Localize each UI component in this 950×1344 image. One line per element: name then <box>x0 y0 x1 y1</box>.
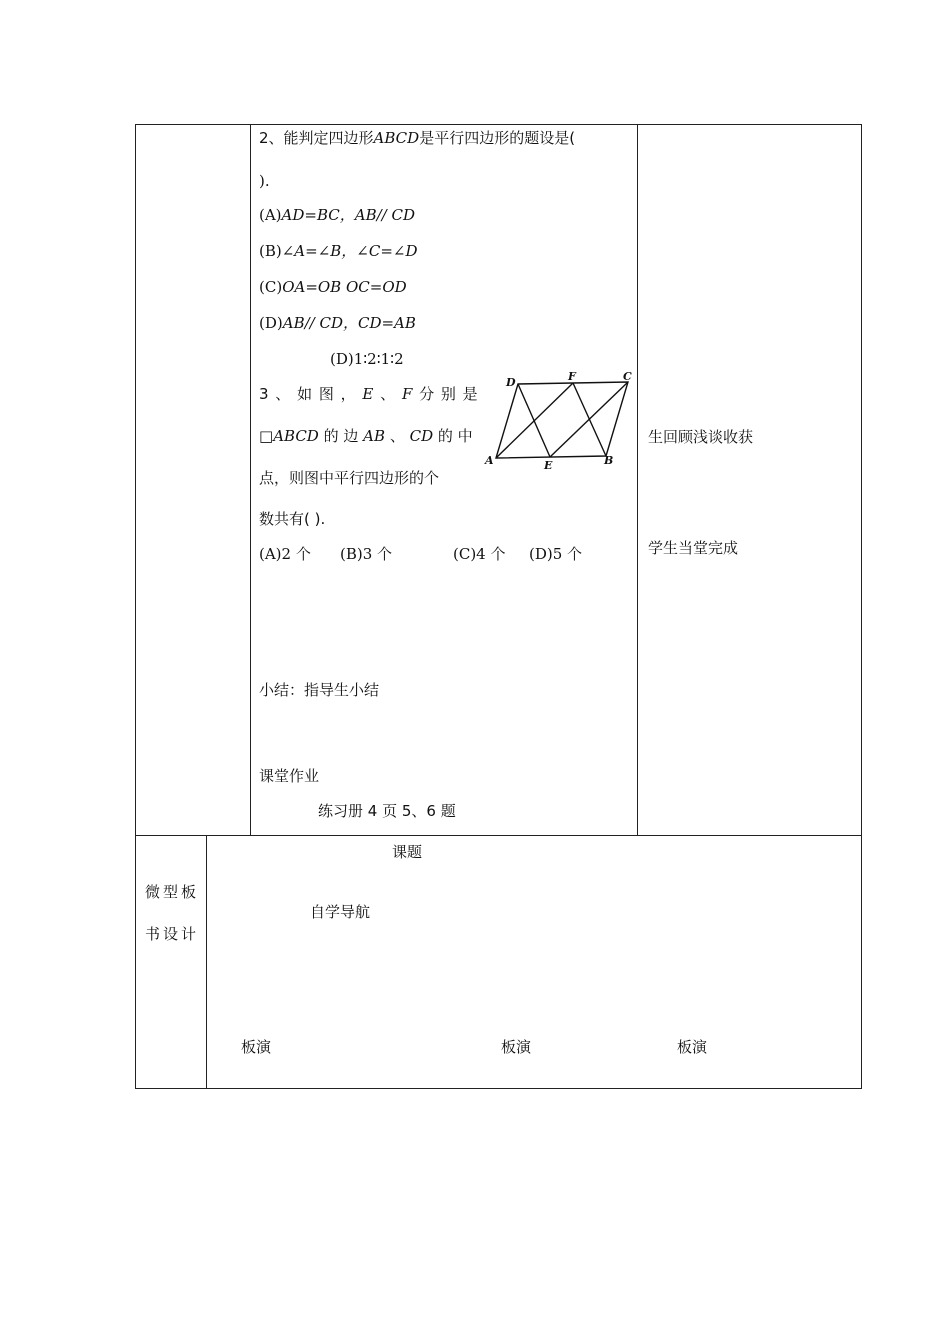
homework-title: 课堂作业 <box>259 767 320 785</box>
board-demo-1: 板演 <box>241 1038 272 1056</box>
col-divider-1 <box>250 124 251 836</box>
q2-option-b: (B)∠A=∠B，∠C=∠D <box>259 242 418 260</box>
board-demo-2: 板演 <box>501 1038 532 1056</box>
q3-option-d: (D)5 个 <box>529 545 583 563</box>
board-label-line2: 书设计 <box>145 925 200 943</box>
q3-line2: □ABCD 的 边 AB 、 CD 的 中 <box>259 427 473 445</box>
q2-abcd: ABCD <box>373 129 420 147</box>
q3-option-c: (C)4 个 <box>453 545 506 563</box>
col-divider-2 <box>637 124 638 836</box>
board-demo-3: 板演 <box>677 1038 708 1056</box>
board-col-divider <box>206 835 207 1089</box>
label-b: B <box>604 454 614 467</box>
row-divider <box>135 835 862 836</box>
label-a: A <box>485 454 494 467</box>
table-border-left <box>135 124 136 1089</box>
label-c: C <box>623 370 632 383</box>
right-note-reflection: 生回顾浅谈收获 <box>648 428 754 446</box>
label-e: E <box>544 459 553 472</box>
q2-stem: 2、能判定四边形ABCD是平行四边形的题设是( <box>259 129 576 147</box>
table-border-bottom <box>135 1088 862 1089</box>
q3-line3: 点，则图中平行四边形的个 <box>259 469 440 487</box>
homework-detail: 练习册 4 页 5、6 题 <box>318 802 456 820</box>
label-f: F <box>568 370 576 383</box>
board-self-study: 自学导航 <box>310 903 371 921</box>
board-topic: 课题 <box>392 843 423 861</box>
q2-option-a: (A)AD=BC，AB// CD <box>259 206 415 224</box>
summary: 小结：指导生小结 <box>259 681 380 699</box>
parallelogram-figure <box>480 368 640 478</box>
q2-stem-close: ). <box>259 172 270 190</box>
label-d: D <box>506 376 516 389</box>
ratio-option: (D)1∶2∶1∶2 <box>330 350 404 368</box>
q2-option-c: (C)OA=OB OC=OD <box>259 278 407 296</box>
q3-option-a: (A)2 个 <box>259 545 311 563</box>
q3-line4: 数共有( ). <box>259 510 326 528</box>
right-note-practice: 学生当堂完成 <box>648 539 739 557</box>
q3-line1: 3 、 如 图 ， E 、 F 分 别 是 <box>259 385 478 403</box>
table-border-right <box>861 124 862 1089</box>
q2-option-d: (D)AB// CD，CD=AB <box>259 314 416 332</box>
q3-option-b: (B)3 个 <box>340 545 393 563</box>
table-border-top <box>135 124 862 125</box>
board-label-line1: 微型板 <box>145 883 200 901</box>
